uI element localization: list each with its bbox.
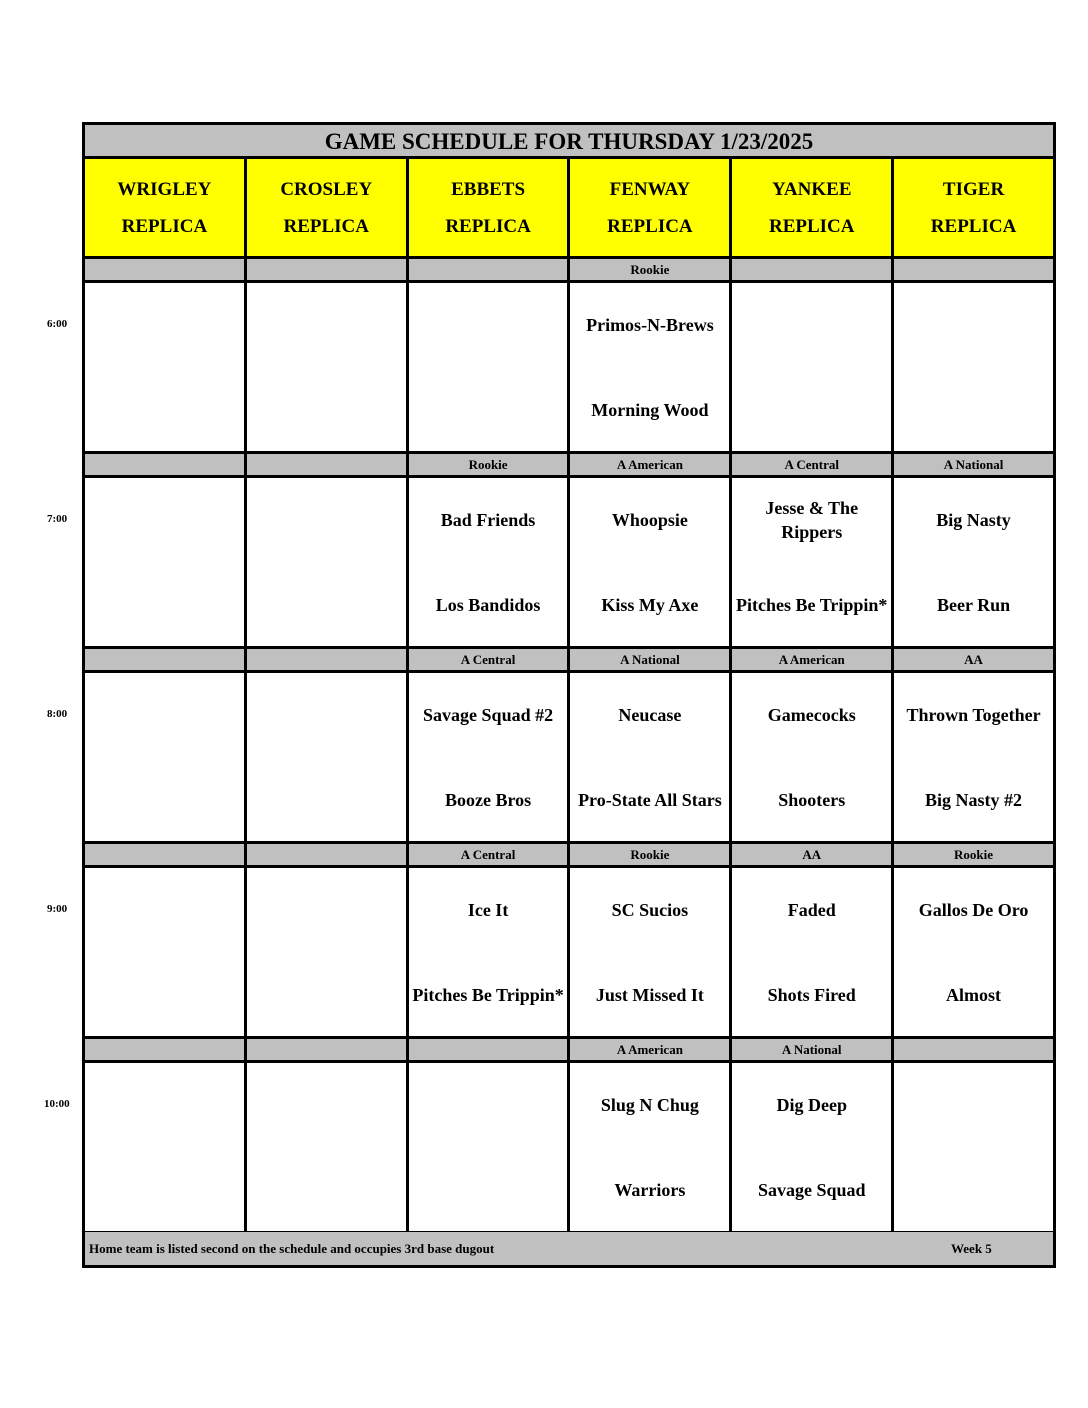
division-row — [85, 649, 1053, 673]
away-team: Ice It — [467, 900, 509, 920]
schedule-title: GAME SCHEDULE FOR THURSDAY 1/23/2025 — [85, 125, 1053, 159]
game-cell — [894, 868, 1053, 1036]
field-header-tiger — [894, 159, 1053, 256]
field-type: REPLICA — [768, 215, 855, 237]
game-cell — [247, 478, 409, 646]
away-team: Slug N Chug — [600, 1095, 699, 1115]
home-team: Shooters — [778, 790, 846, 810]
field-name: CROSLEY — [280, 178, 373, 200]
home-team: Pro-State All Stars — [578, 790, 722, 810]
game-cell — [247, 1063, 409, 1231]
time-label: 10:00 — [44, 1098, 70, 1110]
home-team-note: Home team is listed second on the schedule and occupies 3rd base dugout — [89, 1241, 495, 1256]
home-team: Pitches Be Trippin* — [736, 595, 888, 615]
game-cell — [409, 673, 571, 841]
division-label — [409, 259, 571, 280]
home-team: Savage Squad — [757, 1180, 866, 1200]
home-team: Big Nasty #2 — [925, 790, 1023, 810]
division-label: AA — [964, 652, 983, 667]
division-label: A American — [570, 454, 732, 475]
field-header-crosley — [247, 159, 409, 256]
time-slot-block — [85, 259, 1053, 454]
division-label — [409, 1039, 571, 1060]
division-label: Rookie — [570, 259, 732, 280]
division-label — [247, 1039, 409, 1060]
game-cell — [894, 673, 1053, 841]
time-label: 9:00 — [47, 903, 68, 915]
field-type: REPLICA — [607, 215, 693, 237]
field-header-ebbets — [409, 159, 571, 256]
game-cell — [409, 1063, 571, 1231]
away-team: Primos-N-Brews — [586, 315, 714, 335]
division-label — [247, 454, 409, 475]
game-row — [85, 673, 1053, 844]
time-label: 8:00 — [47, 708, 68, 720]
field-header-row — [85, 159, 1053, 259]
home-team: Shots Fired — [767, 985, 856, 1005]
game-cell — [409, 283, 571, 451]
division-row — [85, 1039, 1053, 1063]
division-label: A Central — [732, 454, 894, 475]
field-type: REPLICA — [283, 215, 369, 237]
game-cell — [732, 1063, 894, 1231]
game-cell — [570, 673, 732, 841]
away-team: Neucase — [618, 705, 682, 725]
division-label: A National — [943, 457, 1004, 472]
away-team: Faded — [787, 900, 836, 920]
game-row — [85, 868, 1053, 1039]
time-slot-block — [85, 454, 1053, 649]
game-cell — [409, 868, 571, 1036]
game-cell — [732, 478, 894, 646]
game-cell — [247, 868, 409, 1036]
division-label: A American — [570, 1039, 732, 1060]
game-cell — [85, 868, 247, 1036]
game-cell — [894, 1063, 1053, 1231]
time-slot-block — [85, 649, 1053, 844]
home-team: Almost — [946, 985, 1002, 1005]
field-header-yankee — [732, 159, 894, 256]
game-cell — [85, 673, 247, 841]
division-label — [85, 649, 247, 670]
time-label: 7:00 — [47, 513, 68, 525]
away-team: Dig Deep — [776, 1095, 847, 1115]
game-cell — [570, 868, 732, 1036]
field-name: FENWAY — [609, 178, 691, 200]
away-team: Bad Friends — [440, 510, 536, 530]
home-team: Morning Wood — [591, 400, 709, 420]
week-label: Week 5 — [951, 1241, 992, 1256]
division-row — [85, 259, 1053, 283]
home-team: Just Missed It — [595, 985, 704, 1005]
home-team: Kiss My Axe — [601, 595, 699, 615]
division-label — [247, 649, 409, 670]
field-name: WRIGLEY — [117, 178, 212, 200]
home-team: Booze Bros — [444, 790, 532, 810]
game-cell — [570, 478, 732, 646]
away-team: SC Sucios — [611, 900, 689, 920]
game-cell — [570, 283, 732, 451]
game-cell — [732, 283, 894, 451]
field-header-wrigley — [85, 159, 247, 256]
division-label — [85, 454, 247, 475]
division-label: Rookie — [409, 454, 571, 475]
division-row — [85, 454, 1053, 478]
game-cell — [247, 283, 409, 451]
away-team: Jesse & The Rippers — [765, 498, 859, 542]
field-type: REPLICA — [121, 215, 208, 237]
field-header-fenway — [570, 159, 732, 256]
division-label: Rookie — [954, 847, 994, 862]
game-row — [85, 283, 1053, 454]
field-name: TIGER — [942, 178, 1005, 200]
game-cell — [570, 1063, 732, 1231]
away-team: Gamecocks — [767, 705, 856, 725]
division-row — [85, 844, 1053, 868]
away-team: Thrown Together — [906, 705, 1041, 725]
field-name: EBBETS — [451, 178, 526, 200]
schedule-table — [82, 122, 1056, 1268]
division-label — [85, 259, 247, 280]
time-slot-block — [85, 1039, 1053, 1234]
field-name: YANKEE — [771, 178, 852, 200]
game-cell — [409, 478, 571, 646]
division-label — [894, 1039, 1053, 1060]
away-team: Big Nasty — [936, 510, 1011, 530]
division-label: A National — [732, 1039, 894, 1060]
home-team: Los Bandidos — [435, 595, 541, 615]
away-team: Whoopsie — [611, 510, 688, 530]
game-cell — [85, 478, 247, 646]
game-cell — [894, 283, 1053, 451]
division-label: A National — [570, 649, 732, 670]
time-label: 6:00 — [47, 318, 68, 330]
away-team: Gallos De Oro — [918, 900, 1029, 920]
division-label: A Central — [409, 649, 571, 670]
field-type: REPLICA — [930, 215, 1017, 237]
time-slot-block — [85, 844, 1053, 1039]
game-cell — [85, 283, 247, 451]
division-label: Rookie — [570, 844, 732, 865]
game-row — [85, 478, 1053, 649]
division-label — [247, 844, 409, 865]
division-label — [732, 259, 894, 280]
game-cell — [247, 673, 409, 841]
division-label — [247, 259, 409, 280]
game-cell — [85, 1063, 247, 1231]
game-cell — [732, 868, 894, 1036]
field-type: REPLICA — [445, 215, 531, 237]
division-label — [894, 259, 1053, 280]
division-label — [85, 844, 247, 865]
away-team: Savage Squad #2 — [423, 705, 554, 725]
division-label — [85, 1039, 247, 1060]
game-row — [85, 1063, 1053, 1234]
schedule-footer — [85, 1232, 1053, 1265]
home-team: Pitches Be Trippin* — [412, 985, 564, 1005]
game-cell — [732, 673, 894, 841]
division-label: A American — [732, 649, 894, 670]
division-label: A Central — [409, 844, 571, 865]
division-label: AA — [732, 844, 894, 865]
game-cell — [894, 478, 1053, 646]
home-team: Warriors — [614, 1180, 686, 1200]
home-team: Beer Run — [936, 595, 1011, 615]
